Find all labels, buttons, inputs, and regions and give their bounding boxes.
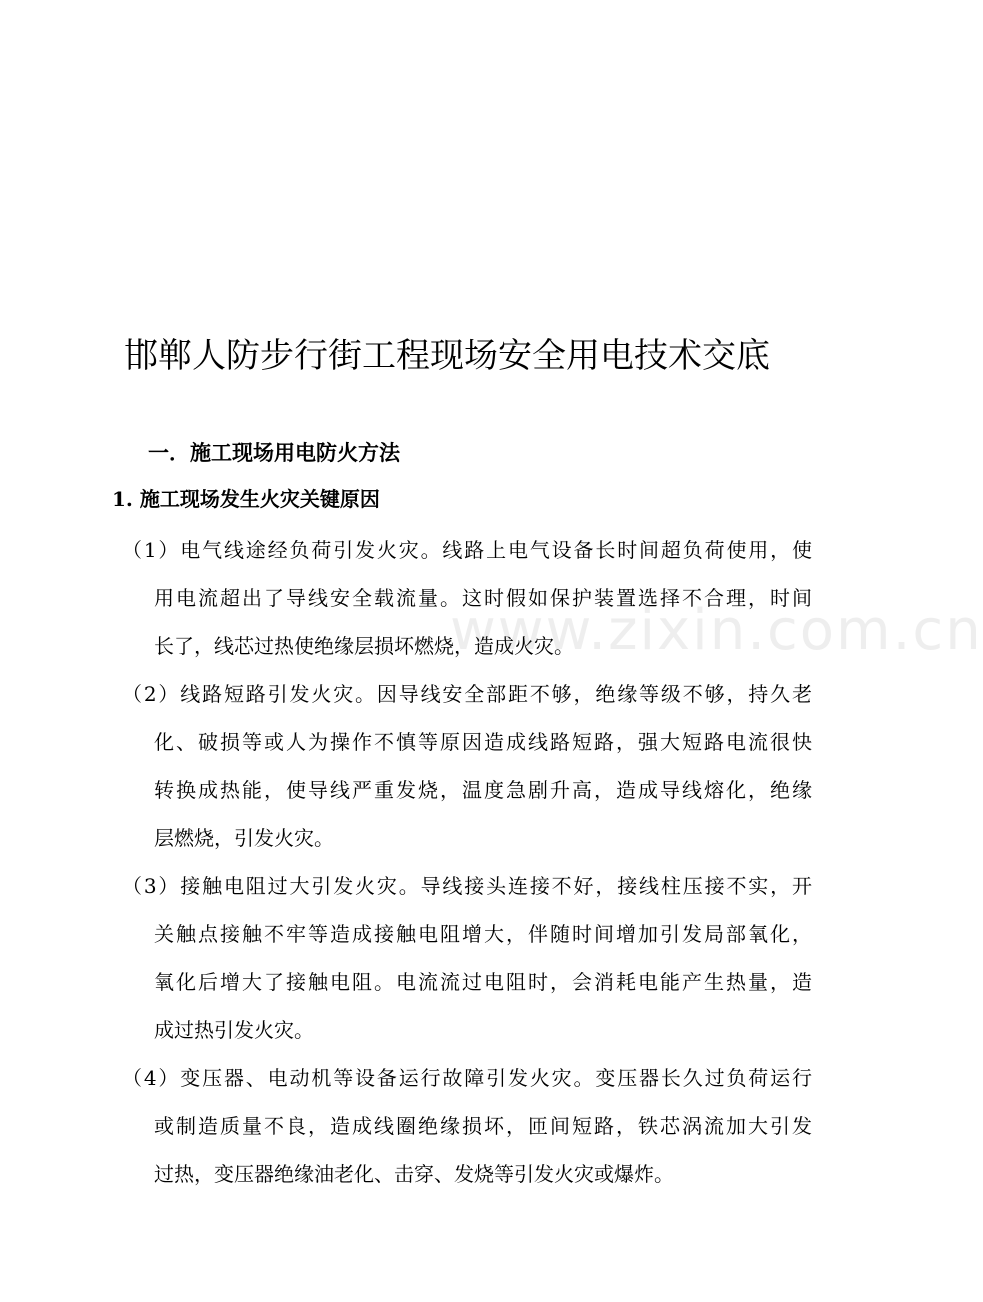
paragraph-line: 成过热引发火灾。 (154, 1018, 314, 1042)
paragraph-line: 用电流超出了导线安全载流量。这时假如保护装置选择不合理，时间 (154, 586, 812, 610)
paragraph-line: （2）线路短路引发火灾。因导线安全部距不够，绝缘等级不够，持久老 (122, 682, 812, 706)
paragraph-line: （1）电气线途经负荷引发火灾。线路上电气设备长时间超负荷使用，使 (122, 538, 812, 562)
paragraph-2 (122, 670, 812, 862)
subsection-heading: 1. 施工现场发生火灾关键原因 (112, 487, 380, 511)
paragraph-line: 或制造质量不良，造成线圈绝缘损坏，匝间短路，铁芯涡流加大引发 (154, 1114, 812, 1138)
paragraph-1 (122, 526, 812, 670)
paragraph-line: 过热，变压器绝缘油老化、击穿、发烧等引发火灾或爆炸。 (154, 1162, 674, 1186)
paragraph-line: 关触点接触不牢等造成接触电阻增大，伴随时间增加引发局部氧化， (154, 922, 812, 946)
paragraph-line: （3）接触电阻过大引发火灾。导线接头连接不好，接线柱压接不实，开 (122, 874, 812, 898)
paragraph-3 (122, 862, 812, 1054)
paragraph-line: 氧化后增大了接触电阻。电流流过电阻时，会消耗电能产生热量，造 (154, 970, 812, 994)
paragraph-line: 化、破损等或人为操作不慎等原因造成线路短路，强大短路电流很快 (154, 730, 812, 754)
paragraph-line: 长了，线芯过热使绝缘层损坏燃烧，造成火灾。 (154, 634, 574, 658)
document-title: 邯郸人防步行街工程现场安全用电技术交底 (124, 336, 770, 376)
paragraph-line: （4）变压器、电动机等设备运行故障引发火灾。变压器长久过负荷运行 (122, 1066, 812, 1090)
paragraph-4 (122, 1054, 812, 1198)
watermark: www.zixin.com.cn (450, 598, 983, 663)
paragraph-line: 转换成热能，使导线严重发烧，温度急剧升高，造成导线熔化，绝缘 (154, 778, 812, 802)
paragraph-line: 层燃烧，引发火灾。 (154, 826, 334, 850)
section-heading: 一．施工现场用电防火方法 (148, 440, 400, 465)
